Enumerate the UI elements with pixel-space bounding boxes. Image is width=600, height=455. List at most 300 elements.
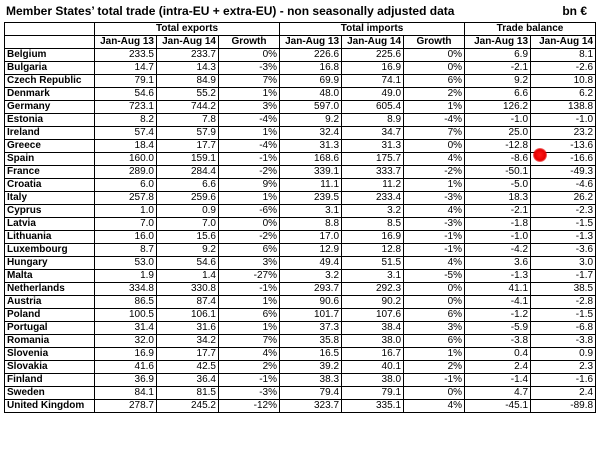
table-row [5,114,596,127]
value-cell: 17.7 [157,348,219,361]
unit-label: bn € [562,4,587,18]
value-cell: 3% [219,257,280,270]
value-cell: -1.5 [531,309,596,322]
value-cell: 34.7 [342,127,404,140]
value-cell: -1.3 [531,231,596,244]
sub-header: Jan-Aug 13 [95,36,157,49]
value-cell: 292.3 [342,283,404,296]
value-cell: 6.2 [531,88,596,101]
sub-header-row [5,36,596,49]
country-cell: France [5,166,95,179]
value-cell: -1.0 [465,114,531,127]
value-cell: 90.2 [342,296,404,309]
corner-cell [5,36,95,49]
value-cell: -13.6 [531,140,596,153]
value-cell: 9.2 [157,244,219,257]
value-cell: 0% [404,283,465,296]
value-cell: -3% [219,387,280,400]
table-row [5,296,596,309]
value-cell: 16.9 [95,348,157,361]
country-cell: Cyprus [5,205,95,218]
value-cell: 1% [219,88,280,101]
value-cell: 69.9 [280,75,342,88]
value-cell: -1% [219,374,280,387]
value-cell: 1.0 [95,205,157,218]
value-cell: 1% [219,296,280,309]
value-cell: 84.9 [157,75,219,88]
table-title: Member States’ total trade (intra-EU + extra-EU) - non seasonally adjusted data [6,4,455,18]
value-cell: -89.8 [531,400,596,413]
value-cell: 245.2 [157,400,219,413]
group-header-balance: Trade balance [465,23,596,36]
value-cell: -1.5 [531,218,596,231]
value-cell: 1% [404,101,465,114]
value-cell: 0% [404,296,465,309]
value-cell: -1% [404,374,465,387]
table-row [5,231,596,244]
country-cell: Portugal [5,322,95,335]
value-cell: 79.1 [95,75,157,88]
country-cell: Latvia [5,218,95,231]
country-cell: Denmark [5,88,95,101]
sub-header: Growth [219,36,280,49]
country-cell: Luxembourg [5,244,95,257]
value-cell: 1% [404,179,465,192]
value-cell: 744.2 [157,101,219,114]
table-row [5,335,596,348]
value-cell: 37.3 [280,322,342,335]
value-cell: -2% [219,166,280,179]
value-cell: 36.4 [157,374,219,387]
value-cell: -1.4 [465,374,531,387]
value-cell: 32.4 [280,127,342,140]
value-cell: 38.0 [342,335,404,348]
value-cell: 3.1 [342,270,404,283]
value-cell: 0.9 [531,348,596,361]
value-cell: 6% [219,309,280,322]
value-cell: 9.2 [280,114,342,127]
value-cell: 14.3 [157,62,219,75]
value-cell: 53.0 [95,257,157,270]
value-cell: -3.8 [465,335,531,348]
value-cell: 107.6 [342,309,404,322]
value-cell: 3.1 [280,205,342,218]
group-header-imports: Total imports [280,23,465,36]
value-cell: 16.0 [95,231,157,244]
value-cell: 160.0 [95,153,157,166]
value-cell: -45.1 [465,400,531,413]
value-cell: 16.5 [280,348,342,361]
value-cell: 7.8 [157,114,219,127]
value-cell: 6% [404,309,465,322]
country-cell: Hungary [5,257,95,270]
country-cell: Croatia [5,179,95,192]
value-cell: -4.6 [531,179,596,192]
value-cell: 138.8 [531,101,596,114]
table-row [5,270,596,283]
trade-table [4,22,596,413]
value-cell: 106.1 [157,309,219,322]
value-cell: 16.8 [280,62,342,75]
value-cell: 0% [404,387,465,400]
value-cell: 8.2 [95,114,157,127]
value-cell: 16.9 [342,231,404,244]
value-cell: 2% [219,361,280,374]
value-cell: -2% [219,231,280,244]
value-cell: 32.0 [95,335,157,348]
table-row [5,166,596,179]
value-cell: 175.7 [342,153,404,166]
country-cell: Estonia [5,114,95,127]
sub-header: Jan-Aug 14 [157,36,219,49]
value-cell: 10.8 [531,75,596,88]
value-cell: 81.5 [157,387,219,400]
value-cell: 9.2 [465,75,531,88]
value-cell: 225.6 [342,49,404,62]
value-cell: -4.2 [465,244,531,257]
value-cell: 35.8 [280,335,342,348]
value-cell: -2.3 [531,205,596,218]
value-cell: 4% [404,153,465,166]
value-cell: 38.0 [342,374,404,387]
value-cell: 339.1 [280,166,342,179]
value-cell: 330.8 [157,283,219,296]
value-cell: 226.6 [280,49,342,62]
table-row [5,49,596,62]
country-cell: Austria [5,296,95,309]
title-row [4,0,595,20]
country-cell: Netherlands [5,283,95,296]
country-cell: Poland [5,309,95,322]
value-cell: -1% [219,153,280,166]
table-row [5,322,596,335]
value-cell: 4% [219,348,280,361]
country-cell: Slovakia [5,361,95,374]
value-cell: -4% [219,140,280,153]
table-row [5,244,596,257]
value-cell: -2% [404,166,465,179]
value-cell: 34.2 [157,335,219,348]
highlight-red-dot [533,148,547,162]
value-cell: 49.0 [342,88,404,101]
value-cell: -1.8 [465,218,531,231]
value-cell: 7.0 [157,218,219,231]
value-cell: -1.6 [531,374,596,387]
value-cell: -5% [404,270,465,283]
value-cell: 8.7 [95,244,157,257]
value-cell: 7.0 [95,218,157,231]
country-cell: Spain [5,153,95,166]
table-row [5,101,596,114]
table-row [5,361,596,374]
sub-header: Jan-Aug 13 [280,36,342,49]
value-cell: -5.0 [465,179,531,192]
sub-header: Jan-Aug 14 [342,36,404,49]
value-cell: -16.6 [531,153,596,166]
value-cell: 126.2 [465,101,531,114]
value-cell: 17.0 [280,231,342,244]
value-cell: 3.0 [531,257,596,270]
value-cell: 57.4 [95,127,157,140]
value-cell: 4% [404,205,465,218]
table-row [5,140,596,153]
value-cell: -8.6 [465,153,531,166]
value-cell: 9% [219,179,280,192]
table-row [5,62,596,75]
value-cell: -1.2 [465,309,531,322]
value-cell: 333.7 [342,166,404,179]
value-cell: -12.8 [465,140,531,153]
value-cell: 1% [219,127,280,140]
value-cell: 1.9 [95,270,157,283]
value-cell: 79.1 [342,387,404,400]
value-cell: 31.6 [157,322,219,335]
country-cell: Lithuania [5,231,95,244]
value-cell: 233.5 [95,49,157,62]
country-cell: Malta [5,270,95,283]
trade-table-figure [4,0,595,455]
table-row [5,127,596,140]
table-row [5,205,596,218]
value-cell: -4.1 [465,296,531,309]
value-cell: 23.2 [531,127,596,140]
table-row [5,257,596,270]
value-cell: 257.8 [95,192,157,205]
value-cell: 3.2 [280,270,342,283]
value-cell: 36.9 [95,374,157,387]
country-cell: Greece [5,140,95,153]
value-cell: 233.7 [157,49,219,62]
country-cell: Slovenia [5,348,95,361]
value-cell: 8.5 [342,218,404,231]
sub-header: Growth [404,36,465,49]
value-cell: -1.0 [531,114,596,127]
value-cell: 2.4 [531,387,596,400]
value-cell: -6.8 [531,322,596,335]
value-cell: 0% [219,49,280,62]
corner-cell [5,23,95,36]
table-row [5,309,596,322]
value-cell: -27% [219,270,280,283]
value-cell: 723.1 [95,101,157,114]
value-cell: 39.2 [280,361,342,374]
value-cell: 7% [219,75,280,88]
table-row [5,218,596,231]
value-cell: 51.5 [342,257,404,270]
value-cell: 2.4 [465,361,531,374]
value-cell: 8.1 [531,49,596,62]
value-cell: 7% [219,335,280,348]
country-cell: Bulgaria [5,62,95,75]
value-cell: 6% [404,75,465,88]
value-cell: 38.4 [342,322,404,335]
sub-header: Jan-Aug 14 [531,36,596,49]
value-cell: 15.6 [157,231,219,244]
value-cell: 74.1 [342,75,404,88]
value-cell: 3.6 [465,257,531,270]
value-cell: 49.4 [280,257,342,270]
table-row [5,387,596,400]
table-row [5,400,596,413]
group-header-exports: Total exports [95,23,280,36]
value-cell: -12% [219,400,280,413]
table-row [5,283,596,296]
value-cell: 31.3 [342,140,404,153]
value-cell: 48.0 [280,88,342,101]
value-cell: 3% [404,322,465,335]
value-cell: 8.9 [342,114,404,127]
value-cell: 0.9 [157,205,219,218]
value-cell: 14.7 [95,62,157,75]
value-cell: 79.4 [280,387,342,400]
value-cell: 293.7 [280,283,342,296]
value-cell: 31.3 [280,140,342,153]
value-cell: 335.1 [342,400,404,413]
country-cell: Ireland [5,127,95,140]
value-cell: 31.4 [95,322,157,335]
value-cell: -3% [219,62,280,75]
value-cell: -6% [219,205,280,218]
value-cell: 25.0 [465,127,531,140]
value-cell: 7% [404,127,465,140]
value-cell: 6% [219,244,280,257]
value-cell: -2.1 [465,62,531,75]
value-cell: 57.9 [157,127,219,140]
value-cell: 41.1 [465,283,531,296]
value-cell: 334.8 [95,283,157,296]
country-cell: Belgium [5,49,95,62]
table-row [5,88,596,101]
group-header-row [5,23,596,36]
value-cell: 84.1 [95,387,157,400]
value-cell: 1.4 [157,270,219,283]
table-row [5,374,596,387]
value-cell: 16.7 [342,348,404,361]
value-cell: 3% [219,101,280,114]
value-cell: -1.0 [465,231,531,244]
value-cell: 0.4 [465,348,531,361]
value-cell: 259.6 [157,192,219,205]
value-cell: 42.5 [157,361,219,374]
sub-header: Jan-Aug 13 [465,36,531,49]
value-cell: -4% [404,114,465,127]
value-cell: 100.5 [95,309,157,322]
table-row [5,192,596,205]
value-cell: -3.6 [531,244,596,257]
value-cell: 4% [404,257,465,270]
value-cell: 0% [404,49,465,62]
value-cell: 4.7 [465,387,531,400]
value-cell: -50.1 [465,166,531,179]
value-cell: 41.6 [95,361,157,374]
value-cell: 6.0 [95,179,157,192]
value-cell: 86.5 [95,296,157,309]
value-cell: 0% [404,62,465,75]
value-cell: 1% [219,192,280,205]
value-cell: 6.6 [157,179,219,192]
country-cell: Germany [5,101,95,114]
value-cell: -1% [219,283,280,296]
value-cell: -3% [404,218,465,231]
value-cell: 6.9 [465,49,531,62]
value-cell: 289.0 [95,166,157,179]
country-cell: United Kingdom [5,400,95,413]
value-cell: 16.9 [342,62,404,75]
value-cell: 2% [404,361,465,374]
value-cell: 605.4 [342,101,404,114]
value-cell: 101.7 [280,309,342,322]
value-cell: 3.2 [342,205,404,218]
value-cell: 2.3 [531,361,596,374]
value-cell: 12.8 [342,244,404,257]
value-cell: 0% [404,140,465,153]
value-cell: 159.1 [157,153,219,166]
value-cell: -4% [219,114,280,127]
value-cell: 233.4 [342,192,404,205]
value-cell: -3% [404,192,465,205]
table-row [5,179,596,192]
value-cell: 6% [404,335,465,348]
value-cell: 55.2 [157,88,219,101]
value-cell: -2.8 [531,296,596,309]
value-cell: 278.7 [95,400,157,413]
value-cell: -1.7 [531,270,596,283]
value-cell: -1% [404,231,465,244]
value-cell: 8.8 [280,218,342,231]
value-cell: -49.3 [531,166,596,179]
table-row [5,348,596,361]
table-row [5,153,596,166]
value-cell: 11.1 [280,179,342,192]
table-row [5,75,596,88]
value-cell: 90.6 [280,296,342,309]
value-cell: 26.2 [531,192,596,205]
value-cell: 4% [404,400,465,413]
value-cell: 323.7 [280,400,342,413]
value-cell: 40.1 [342,361,404,374]
value-cell: 38.3 [280,374,342,387]
value-cell: 38.5 [531,283,596,296]
country-cell: Sweden [5,387,95,400]
value-cell: 12.9 [280,244,342,257]
value-cell: 18.3 [465,192,531,205]
country-cell: Romania [5,335,95,348]
value-cell: 17.7 [157,140,219,153]
value-cell: 239.5 [280,192,342,205]
value-cell: 54.6 [95,88,157,101]
value-cell: 2% [404,88,465,101]
value-cell: 1% [219,322,280,335]
value-cell: 18.4 [95,140,157,153]
value-cell: 87.4 [157,296,219,309]
country-cell: Czech Republic [5,75,95,88]
value-cell: 284.4 [157,166,219,179]
value-cell: 6.6 [465,88,531,101]
value-cell: 54.6 [157,257,219,270]
value-cell: 168.6 [280,153,342,166]
value-cell: 597.0 [280,101,342,114]
value-cell: 11.2 [342,179,404,192]
value-cell: 0% [219,218,280,231]
country-cell: Finland [5,374,95,387]
value-cell: -1% [404,244,465,257]
value-cell: -5.9 [465,322,531,335]
value-cell: -3.8 [531,335,596,348]
country-cell: Italy [5,192,95,205]
value-cell: 1% [404,348,465,361]
value-cell: -1.3 [465,270,531,283]
value-cell: -2.1 [465,205,531,218]
